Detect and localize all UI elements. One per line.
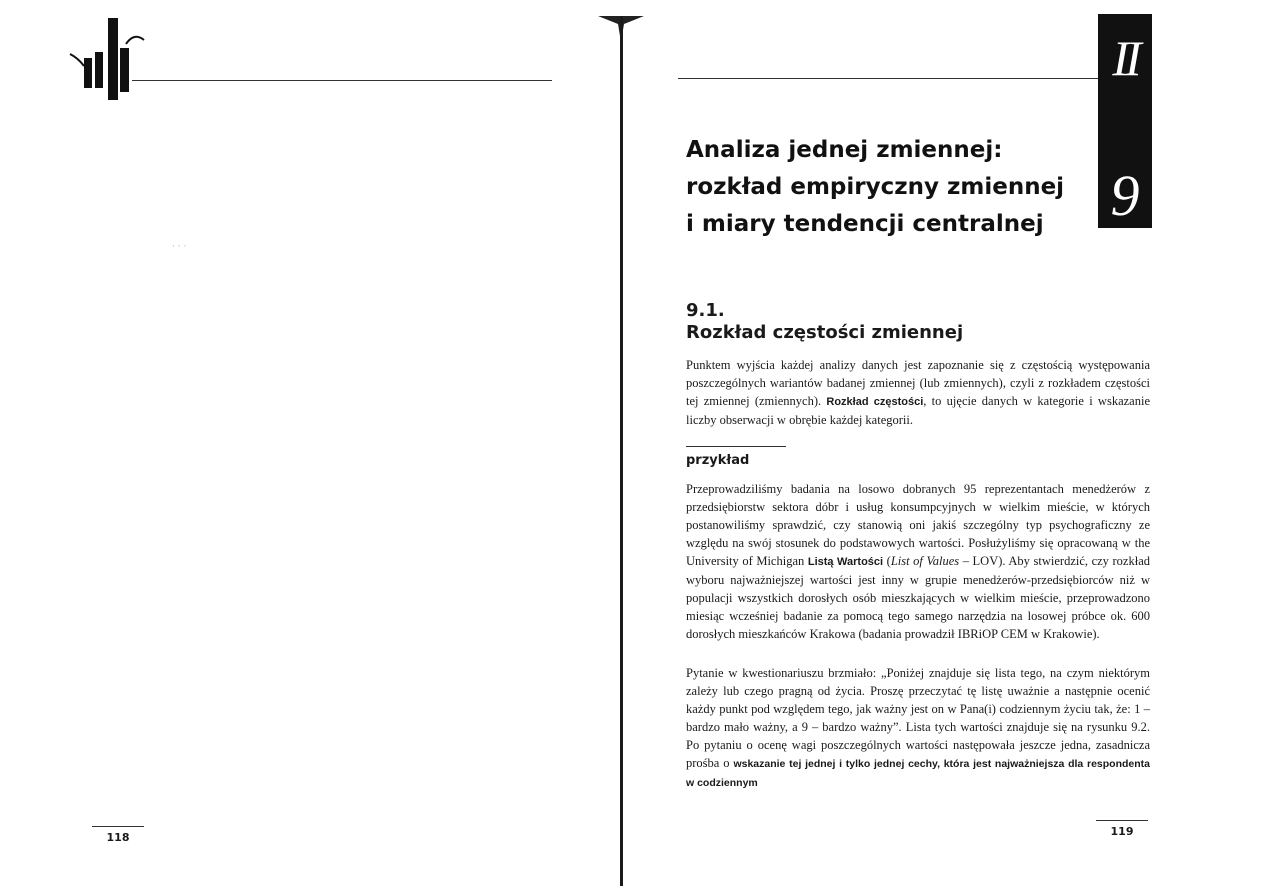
text-run: , to ujęcie danych w kategorie i wskazanie liczby obserwacji w obrębie każdej kategorii.: [686, 394, 1150, 427]
example-rule: [686, 446, 786, 447]
text-run: Pytanie w kwestionariuszu brzmiało: „Poniżej znajduje się lista tego, na czym niektórym zależy lub czego pragną od życia. Proszę przeczytać tę listę uważnie a następnie ocenić każdy punkt pod względem tego, jak ważny jest on w Pana(i) codziennym życiu tak, że: 1 – bardzo mało ważny, a 9 – bardzo ważny”. Lista tych wartości znajduje się na rysunku 9.2. Po pytaniu o ocenę wagi poszczególnych wartości następowała jeszcze jedna, zasadnicza prośba o: [686, 666, 1150, 770]
publisher-logo-icon: [68, 14, 158, 102]
chapter-title: [686, 132, 1086, 243]
book-gutter: [620, 16, 623, 886]
text-run: (: [883, 554, 891, 568]
body-paragraph-3: [686, 664, 1150, 792]
term-highlight: Rozkład częstości: [826, 396, 924, 408]
page-number-right: 119: [1096, 820, 1148, 838]
text-run: Punktem wyjścia każdej analizy danych jest zapoznanie się z częstością występowania poszczególnych wariantów badanej zmiennej (lub zmiennych), czyli z rozkładem częstości tej zmiennej (zmiennych).: [686, 358, 1150, 408]
right-header-rule: [678, 78, 1108, 79]
body-paragraph-2: [686, 480, 1150, 643]
section-number: 9.1.: [686, 300, 725, 321]
text-run: – LOV). Aby stwierdzić, czy rozkład wyboru najważniejszej wartości jest inny w grupie menedżerów-przedsiębiorców niż w populacji wszystkich dorosłych osób mieszkających w wielkim mieście, przeprowadzono miesiąc wcześniej badanie za pomocą tego samego narzędzia na losowej próbce ok. 600 dorosłych mieszkańców Krakowa (badania prowadził IBRiOP CEM w Krakowie).: [686, 554, 1151, 641]
term-highlight: Listą Wartości: [807, 556, 884, 568]
small-text-run: wskazanie tej jednej i tylko jednej cechy, która jest najważniejsza dla respondenta w codziennym: [686, 758, 1150, 789]
scan-speck: · · ·: [172, 242, 187, 252]
chapter-title-line: Analiza jednej zmiennej:: [686, 137, 1003, 163]
italic-term: List of Values: [890, 554, 960, 568]
chapter-title-line: i miary tendencji centralnej: [686, 211, 1044, 237]
text-run: Przeprowadziliśmy badania na losowo dobranych 95 reprezentantach menedżerów z przedsiębiorstw sektora dóbr i usług konsumpcyjnych w wielkim mieście, w których postanowiliśmy sprawdzić, czy stanowią oni jakiś szczególny typ psychograficzny ze względu na swój stosunek do podstawowych wartości. Posłużyliśmy się opracowaną w the University of Michigan: [686, 482, 1150, 568]
body-paragraph-1: [686, 356, 1150, 429]
part-label: II: [1112, 30, 1138, 86]
chapter-tab: [1098, 14, 1152, 228]
left-header-rule: [132, 80, 552, 81]
section-title: Rozkład częstości zmiennej: [686, 322, 964, 343]
chapter-number: 9: [1110, 163, 1140, 228]
example-label: przykład: [686, 453, 750, 468]
chapter-title-line: rozkład empiryczny zmiennej: [686, 174, 1065, 200]
page-number-left: 118: [92, 826, 144, 844]
